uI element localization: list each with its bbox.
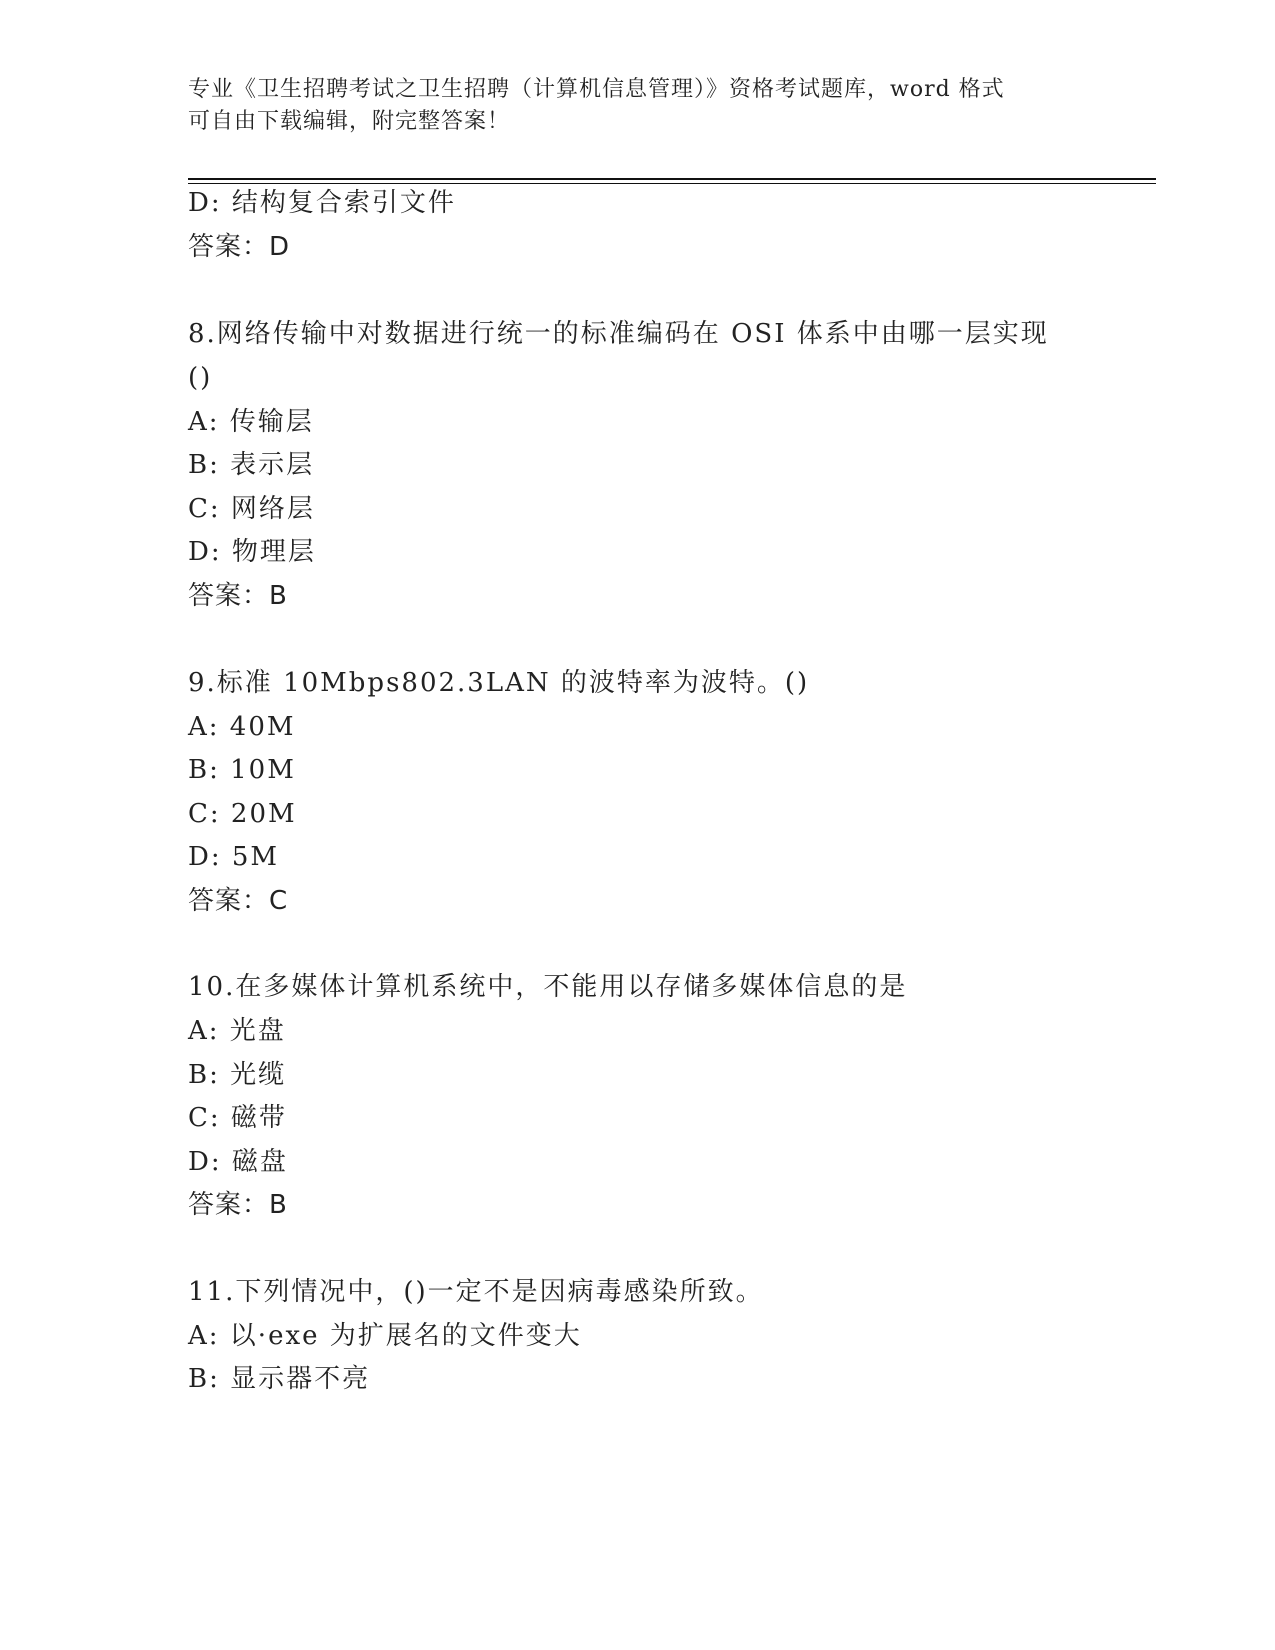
q10-option-d: D: 磁盘 bbox=[188, 1147, 288, 1177]
q11-stem-line1: 11.下列情况中，()一定不是因病毒感染所致。 bbox=[188, 1277, 764, 1307]
q8-stem-line1: 8.网络传输中对数据进行统一的标准编码在 OSI 体系中由哪一层实现 bbox=[188, 319, 1049, 349]
q8-option-d: D: 物理层 bbox=[188, 537, 316, 567]
q8-option-a: A: 传输层 bbox=[188, 407, 314, 437]
q8-option-b: B: 表示层 bbox=[188, 450, 315, 480]
document-header bbox=[188, 74, 1088, 138]
header-divider-thin bbox=[188, 183, 1156, 184]
header-line-2: 可自由下载编辑，附完整答案！ bbox=[188, 109, 511, 134]
q9-stem-line1: 9.标准 10Mbps802.3LAN 的波特率为波特。() bbox=[188, 668, 810, 698]
q10-answer: 答案：B bbox=[188, 1190, 288, 1220]
q8-option-c: C: 网络层 bbox=[188, 494, 315, 524]
q8-stem-line2: () bbox=[188, 363, 213, 393]
header-line-1: 专业《卫生招聘考试之卫生招聘（计算机信息管理）》资格考试题库，word 格式 bbox=[188, 77, 1005, 102]
q9-option-d: D: 5M bbox=[188, 842, 280, 872]
q10-stem-line1: 10.在多媒体计算机系统中，不能用以存储多媒体信息的是 bbox=[188, 972, 908, 1002]
header-divider-thick bbox=[188, 178, 1156, 180]
q10-option-a: A: 光盘 bbox=[188, 1016, 286, 1046]
q10-option-b: B: 光缆 bbox=[188, 1060, 287, 1090]
q11-option-a: A: 以·exe 为扩展名的文件变大 bbox=[188, 1321, 582, 1351]
q10-option-c: C: 磁带 bbox=[188, 1103, 287, 1133]
prev-answer: 答案：D bbox=[188, 232, 291, 262]
q9-option-b: B: 10M bbox=[188, 755, 296, 785]
q9-answer: 答案：C bbox=[188, 886, 289, 916]
q11-option-b: B: 显示器不亮 bbox=[188, 1364, 371, 1394]
prev-option-d: D: 结构复合索引文件 bbox=[188, 188, 456, 218]
q9-option-a: A: 40M bbox=[188, 712, 296, 742]
q8-answer: 答案：B bbox=[188, 581, 288, 611]
q9-option-c: C: 20M bbox=[188, 799, 297, 829]
